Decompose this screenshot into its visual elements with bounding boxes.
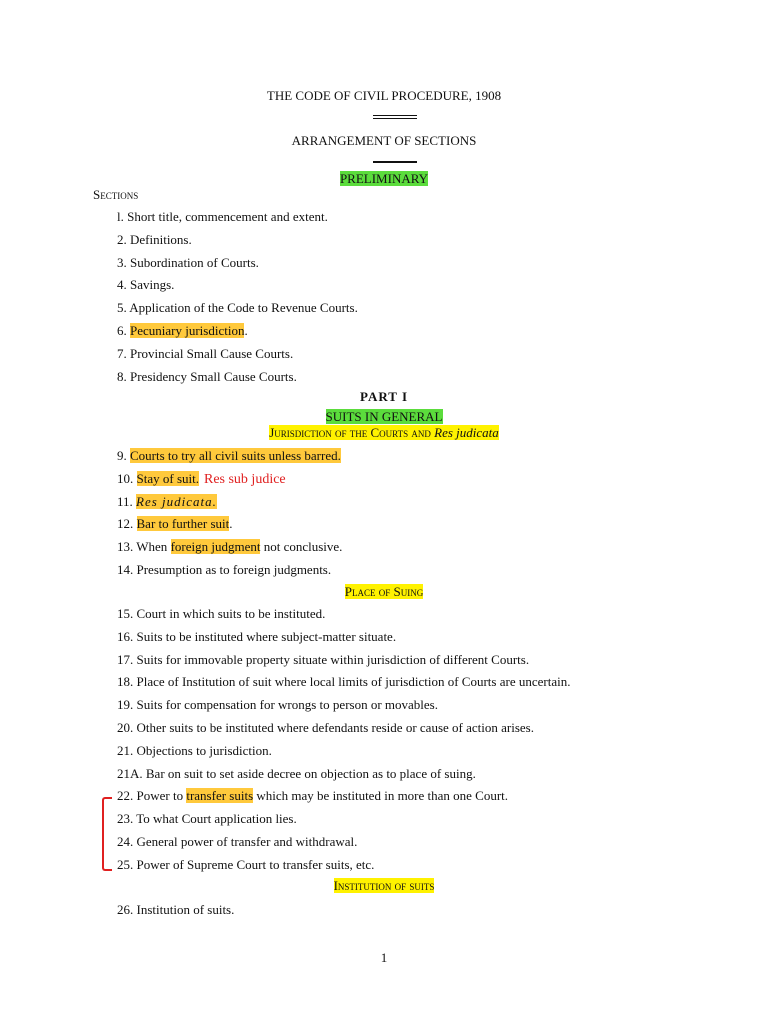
- section-item: [117, 448, 341, 464]
- section-text: 23. To what Court application lies.: [117, 811, 297, 826]
- section-item: [117, 606, 325, 622]
- section-item: [117, 811, 297, 827]
- section-text: 16. Suits to be instituted where subject-matter situate.: [117, 629, 397, 644]
- jurisdiction-highlight: Jurisdiction of the Courts and Res judicata: [269, 425, 499, 440]
- section-text: 7. Provincial Small Cause Courts.: [117, 346, 294, 361]
- section-text: 2. Definitions.: [117, 232, 192, 247]
- section-item: [117, 494, 217, 510]
- section-item: [117, 232, 192, 248]
- section-text-tail: .: [244, 323, 248, 338]
- arrangement-heading: ARRANGEMENT OF SECTIONS: [291, 133, 477, 148]
- institution-heading: [0, 878, 768, 894]
- arrangement-rule: [373, 161, 417, 163]
- section-item: [117, 562, 331, 578]
- section-text: 14. Presumption as to foreign judgments.: [117, 562, 332, 577]
- red-annotation-note: Res sub judice: [203, 472, 286, 487]
- title-double-rule-lower: [373, 118, 417, 119]
- section-text: 24. General power of transfer and withdrawal.: [117, 834, 358, 849]
- part-title: [0, 409, 768, 425]
- section-text-tail: .: [229, 516, 233, 531]
- section-text: 15. Court in which suits to be instituted.: [117, 606, 326, 621]
- section-item: [117, 346, 293, 362]
- section-text: 4. Savings.: [117, 277, 175, 292]
- section-item: [117, 323, 248, 339]
- document-title: THE CODE OF CIVIL PROCEDURE, 1908: [266, 88, 502, 103]
- section-item: [117, 277, 174, 293]
- highlighted-text: Stay of suit.: [136, 471, 199, 486]
- section-item: [117, 834, 357, 850]
- section-text: 22. Power to: [117, 788, 187, 803]
- highlighted-text: foreign judgment: [170, 539, 261, 554]
- highlighted-text: Pecuniary jurisdiction: [130, 323, 245, 338]
- section-item: [117, 471, 286, 488]
- section-item: [117, 255, 259, 271]
- section-text: 21A. Bar on suit to set aside decree on objection as to place of suing.: [117, 766, 476, 781]
- section-item: [117, 516, 233, 532]
- section-text: 3. Subordination of Courts.: [117, 255, 259, 270]
- section-item: [117, 209, 328, 225]
- section-item: [117, 743, 272, 759]
- section-text: 8. Presidency Small Cause Courts.: [117, 369, 297, 384]
- highlighted-text: Bar to further suit: [136, 516, 230, 531]
- section-text: 26. Institution of suits.: [117, 902, 235, 917]
- section-item: [117, 674, 570, 690]
- section-text: 19. Suits for compensation for wrongs to person or movables.: [117, 697, 438, 712]
- section-text: 11.: [117, 494, 137, 509]
- section-item: [117, 788, 508, 804]
- part-title-highlight: SUITS IN GENERAL: [325, 409, 443, 424]
- section-text: 10.: [117, 471, 137, 486]
- preliminary-highlight: PRELIMINARY: [339, 171, 429, 186]
- page-number: 1: [380, 950, 388, 965]
- title-double-rule: [373, 115, 417, 116]
- place-of-suing-heading: [0, 584, 768, 600]
- section-item: [117, 857, 374, 873]
- highlighted-text: Courts to try all civil suits unless barred.: [130, 448, 341, 463]
- section-item: [117, 766, 476, 782]
- jurisdiction-heading: [0, 425, 768, 441]
- section-text: 20. Other suits to be instituted where defendants reside or cause of action arises.: [117, 720, 534, 735]
- red-bracket-annotation: [102, 797, 112, 871]
- section-item: [117, 697, 438, 713]
- section-text: 13. When: [117, 539, 171, 554]
- preliminary-heading: [0, 171, 768, 187]
- section-text: 5. Application of the Code to Revenue Courts.: [117, 300, 358, 315]
- section-text: 25. Power of Supreme Court to transfer suits, etc.: [117, 857, 375, 872]
- section-item: [117, 720, 534, 736]
- section-item: [117, 369, 297, 385]
- section-text: 17. Suits for immovable property situate within jurisdiction of different Courts.: [117, 652, 530, 667]
- place-highlight: Place of Suing: [344, 584, 424, 599]
- institution-highlight: Institution of suits: [333, 878, 435, 893]
- section-text: 12.: [117, 516, 137, 531]
- section-text-tail: which may be instituted in more than one Court.: [253, 788, 509, 803]
- section-item: [117, 652, 529, 668]
- section-text: 18. Place of Institution of suit where local limits of jurisdiction of Courts are uncertain.: [117, 674, 571, 689]
- section-text: 6.: [117, 323, 130, 338]
- highlighted-text: Res judicata.: [136, 494, 217, 509]
- sections-label: Sections: [93, 187, 139, 202]
- section-text: 9.: [117, 448, 130, 463]
- part-heading: PART I: [359, 389, 409, 404]
- section-item: [117, 539, 342, 555]
- section-item: [117, 629, 396, 645]
- section-item: [117, 300, 358, 316]
- section-item: [117, 902, 234, 918]
- section-text-tail: not conclusive.: [260, 539, 343, 554]
- highlighted-text: transfer suits: [186, 788, 254, 803]
- section-text: 21. Objections to jurisdiction.: [117, 743, 272, 758]
- section-text: l. Short title, commencement and extent.: [117, 209, 328, 224]
